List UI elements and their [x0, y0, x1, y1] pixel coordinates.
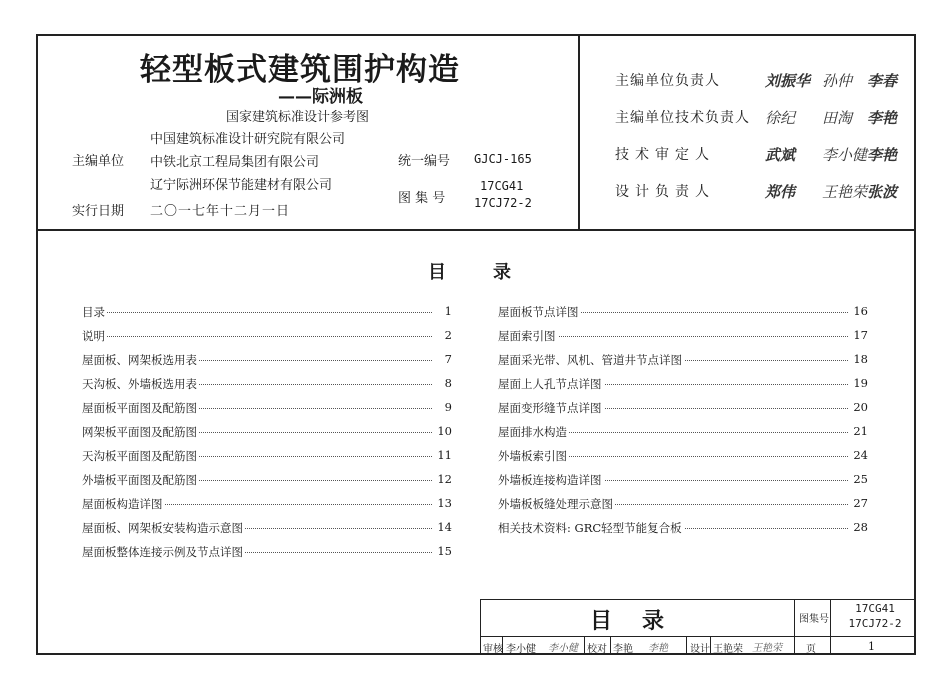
title-block-divider	[794, 599, 795, 655]
toc-entry[interactable]: 说明 2	[82, 328, 452, 343]
tb-page-label: 页	[806, 644, 816, 655]
responsibility-label: 主编单位技术负责人	[615, 110, 750, 126]
tb-checker-signature: 李艳	[648, 643, 668, 654]
toc-entry[interactable]: 网架板平面图及配筋图 10	[82, 424, 452, 439]
unified-number-label: 统一编号	[398, 154, 451, 169]
signature: 刘振华	[765, 72, 811, 90]
atlas-number-label: 图 集 号	[398, 191, 446, 206]
title-block-title: 目	[590, 609, 631, 634]
unified-number-value: GJCJ-165	[474, 152, 532, 166]
signature: 徐纪	[765, 109, 796, 127]
editor-org: 辽宁际洲环保节能建材有限公司	[150, 178, 333, 193]
toc-heading: 目	[428, 262, 446, 283]
toc-heading: 录	[493, 262, 511, 283]
toc-entry[interactable]: 目录 1	[82, 304, 452, 319]
tb-atlas-code: 17CJ72-2	[848, 617, 902, 630]
title-block-divider	[480, 636, 794, 637]
toc-entry[interactable]: 屋面索引图 17	[498, 328, 868, 343]
responsibility-label: 设计负责人	[615, 184, 715, 200]
responsibility-label: 技术审定人	[615, 147, 715, 163]
editor-org: 中铁北京工程局集团有限公司	[150, 155, 320, 170]
toc-entry[interactable]: 屋面板节点详图 16	[498, 304, 868, 319]
toc-entry[interactable]: 屋面排水构造 21	[498, 424, 868, 439]
header-vertical-divider	[578, 34, 580, 229]
toc-entry[interactable]: 外墙板连接构造详图 25	[498, 472, 868, 487]
signature: 李春	[867, 72, 898, 90]
editor-org: 中国建筑标准设计研究院有限公司	[150, 132, 346, 147]
tb-design-label: 设计	[690, 644, 710, 655]
title-block-divider	[794, 636, 916, 637]
toc-entry[interactable]: 屋面板、网架板选用表 7	[82, 352, 452, 367]
tb-check-label: 校对	[587, 644, 607, 655]
effective-date-label: 实行日期	[72, 204, 125, 219]
tb-atlas-code: 17CG41	[855, 602, 895, 615]
tb-reviewer-signature: 李小健	[548, 643, 578, 654]
document-subtitle: ——际洲板	[278, 87, 363, 107]
toc-entry[interactable]: 相关技术资料: GRC轻型节能复合板 28	[498, 520, 868, 535]
title-block-divider	[830, 599, 831, 655]
toc-entry[interactable]: 外墙板板缝处理示意图 27	[498, 496, 868, 511]
responsibility-label: 主编单位负责人	[615, 73, 720, 89]
toc-entry[interactable]: 屋面采光带、风机、管道井节点详图 18	[498, 352, 868, 367]
reference-title: 国家建筑标准设计参考图	[226, 110, 370, 125]
signature: 郑伟	[765, 183, 796, 201]
toc-entry[interactable]: 外墙板平面图及配筋图 12	[82, 472, 452, 487]
toc-entry[interactable]: 外墙板索引图 24	[498, 448, 868, 463]
toc-entry[interactable]: 屋面变形缝节点详图 20	[498, 400, 868, 415]
signature: 李艳	[867, 109, 898, 127]
toc-entry[interactable]: 屋面板整体连接示例及节点详图 15	[82, 544, 452, 559]
editor-unit-label: 主编单位	[72, 154, 125, 169]
signature: 张波	[867, 183, 898, 201]
tb-designer-signature: 王艳荣	[752, 643, 782, 654]
tb-review-label: 审核	[483, 644, 503, 655]
toc-entry[interactable]: 屋面板、网架板安装构造示意图 14	[82, 520, 452, 535]
toc-entry[interactable]: 屋面上人孔节点详图 19	[498, 376, 868, 391]
signature: 孙仲	[822, 72, 853, 90]
tb-checker: 李艳	[613, 644, 633, 655]
tb-atlas-label: 图集号	[799, 614, 829, 625]
atlas-code: 17CJ72-2	[474, 196, 532, 210]
header-divider	[36, 229, 916, 231]
toc-entry[interactable]: 屋面板构造详图 13	[82, 496, 452, 511]
tb-designer: 王艳荣	[713, 644, 743, 655]
signature: 李小健	[822, 146, 868, 164]
effective-date-value: 二〇一七年十二月一日	[150, 204, 291, 219]
toc-entry[interactable]: 屋面板平面图及配筋图 9	[82, 400, 452, 415]
signature: 李艳	[867, 146, 898, 164]
signature: 王艳荣	[822, 183, 868, 201]
signature: 田淘	[822, 109, 853, 127]
toc-entry[interactable]: 天沟板、外墙板选用表 8	[82, 376, 452, 391]
atlas-code: 17CG41	[480, 179, 524, 193]
document-title: 轻型板式建筑围护构造	[140, 52, 460, 88]
toc-entry[interactable]: 天沟板平面图及配筋图 11	[82, 448, 452, 463]
signature: 武斌	[765, 146, 796, 164]
title-block-title: 录	[642, 609, 683, 634]
tb-page-value: 1	[868, 640, 875, 653]
tb-reviewer: 李小健	[506, 644, 536, 655]
